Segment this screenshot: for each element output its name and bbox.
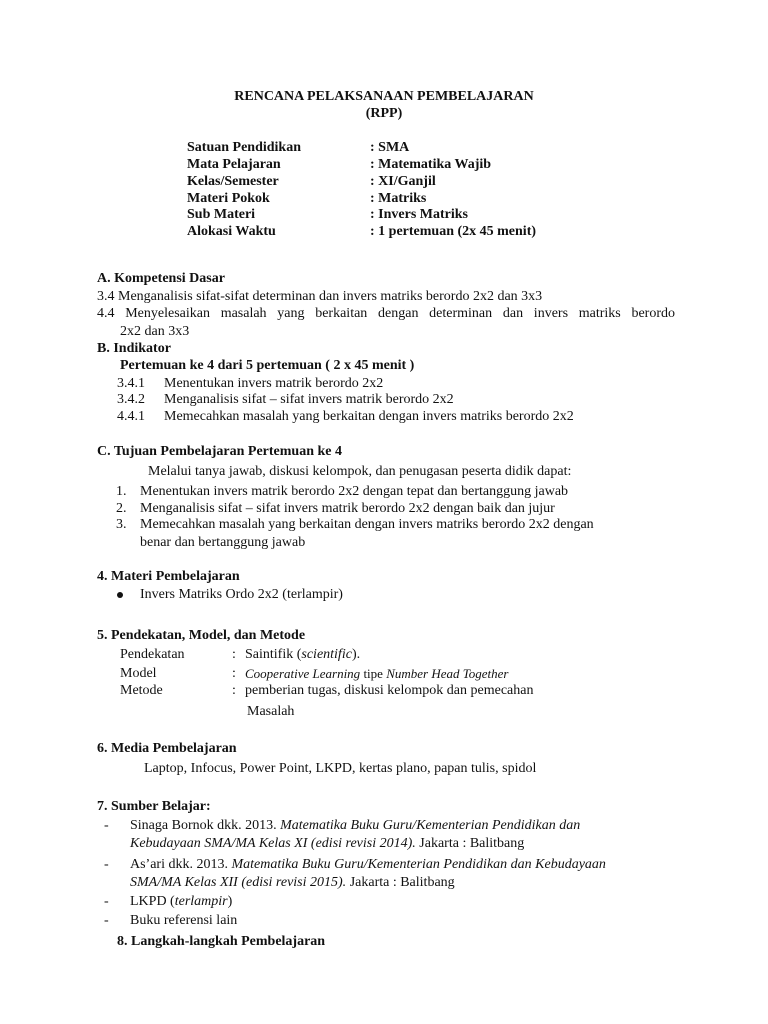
source-item: Buku referensi lain <box>130 913 238 928</box>
source-title: Matematika Buku Guru/Kementerian Pendidikan dan <box>280 818 581 833</box>
metode-label: Metode <box>120 683 163 698</box>
section-a-heading: A. Kompetensi Dasar <box>97 271 225 286</box>
source-title: Kebudayaan SMA/MA Kelas XI (edisi revisi 2014). <box>130 836 416 851</box>
goal-number: 1. <box>116 484 127 499</box>
kd-item: 3.4 Menganalisis sifat-sifat determinan dan invers matriks berordo 2x2 dan 3x3 <box>97 289 543 304</box>
model-colon: : <box>232 666 236 681</box>
bullet-icon <box>117 586 123 603</box>
goal-text-cont: benar dan bertanggung jawab <box>140 535 306 550</box>
source-item-cont <box>130 835 524 852</box>
section-8-heading: 8. Langkah-langkah Pembelajaran <box>117 934 326 949</box>
pendekatan-italic: scientific <box>301 647 352 662</box>
document-subtitle: (RPP) <box>365 106 403 121</box>
identity-label: Kelas/Semester <box>187 174 279 189</box>
section-b-subheading: Pertemuan ke 4 dari 5 pertemuan ( 2 x 45 menit ) <box>120 358 415 373</box>
dash-marker: - <box>104 857 109 872</box>
section-4-heading: 4. Materi Pembelajaran <box>97 569 240 584</box>
kd-item: 4.4 Menyelesaikan masalah yang berkaitan dengan determinan dan invers matriks berordo <box>97 306 675 321</box>
indicator-text: Menganalisis sifat – sifat invers matrik berordo 2x2 <box>164 392 454 407</box>
source-text: As’ari dkk. 2013. <box>130 857 232 872</box>
pendekatan-value <box>245 646 360 663</box>
identity-value: : Matematika Wajib <box>370 157 492 172</box>
metode-value: pemberian tugas, diskusi kelompok dan pemecahan <box>245 683 534 698</box>
goal-number: 3. <box>116 517 127 532</box>
dash-marker: - <box>104 818 109 833</box>
source-text: LKPD ( <box>130 894 175 909</box>
dash-marker: - <box>104 894 109 909</box>
identity-value: : Matriks <box>370 191 427 206</box>
identity-value: : Invers Matriks <box>370 207 468 222</box>
identity-value: : SMA <box>370 140 410 155</box>
model-italic-2: Number Head Together <box>386 666 509 681</box>
section-b-heading: B. Indikator <box>97 341 171 356</box>
identity-label: Materi Pokok <box>187 191 270 206</box>
model-label: Model <box>120 666 157 681</box>
materi-item: Invers Matriks Ordo 2x2 (terlampir) <box>140 587 343 602</box>
goal-text: Menentukan invers matrik berordo 2x2 dengan tepat dan bertanggung jawab <box>140 484 569 499</box>
indicator-number: 4.4.1 <box>117 409 145 424</box>
identity-value: : 1 pertemuan (2x 45 menit) <box>370 224 537 239</box>
pendekatan-pre: Saintifik ( <box>245 647 302 662</box>
identity-label: Satuan Pendidikan <box>187 140 301 155</box>
section-6-heading: 6. Media Pembelajaran <box>97 741 237 756</box>
source-title: SMA/MA Kelas XII (edisi revisi 2015). <box>130 875 347 890</box>
pendekatan-colon: : <box>232 647 236 662</box>
identity-value: : XI/Ganjil <box>370 174 436 189</box>
source-text: Sinaga Bornok dkk. 2013. <box>130 818 281 833</box>
model-value <box>245 665 508 682</box>
metode-colon: : <box>232 683 236 698</box>
document-title: RENCANA PELAKSANAAN PEMBELAJARAN <box>234 89 534 104</box>
identity-label: Mata Pelajaran <box>187 157 281 172</box>
identity-label: Sub Materi <box>187 207 256 222</box>
metode-value-cont: Masalah <box>247 704 295 719</box>
goal-text: Menganalisis sifat – sifat invers matrik berordo 2x2 dengan baik dan jujur <box>140 501 555 516</box>
source-item <box>130 893 232 910</box>
source-text: ) <box>227 894 233 909</box>
source-text: Jakarta : Balitbang <box>415 836 525 851</box>
media-list: Laptop, Infocus, Power Point, LKPD, kertas plano, papan tulis, spidol <box>144 761 537 776</box>
source-text: Jakarta : Balitbang <box>346 875 455 890</box>
section-5-heading: 5. Pendekatan, Model, dan Metode <box>97 628 306 643</box>
goal-number: 2. <box>116 501 127 516</box>
source-title: Matematika Buku Guru/Kementerian Pendidikan dan Kebudayaan <box>231 857 606 872</box>
source-item <box>130 856 606 873</box>
indicator-number: 3.4.2 <box>117 392 145 407</box>
section-c-heading: C. Tujuan Pembelajaran Pertemuan ke 4 <box>97 444 342 459</box>
pendekatan-post: ). <box>351 647 361 662</box>
model-italic-1: Cooperative Learning <box>245 666 361 681</box>
indicator-number: 3.4.1 <box>117 376 145 391</box>
indicator-text: Memecahkan masalah yang berkaitan dengan invers matriks berordo 2x2 <box>164 409 574 424</box>
identity-label: Alokasi Waktu <box>187 224 276 239</box>
model-mid: tipe <box>360 666 387 681</box>
pendekatan-label: Pendekatan <box>120 647 185 662</box>
source-item-cont <box>130 874 455 891</box>
section-c-intro: Melalui tanya jawab, diskusi kelompok, dan penugasan peserta didik dapat: <box>148 464 572 479</box>
goal-text: Memecahkan masalah yang berkaitan dengan invers matriks berordo 2x2 dengan <box>140 517 594 532</box>
kd-item-cont: 2x2 dan 3x3 <box>120 324 190 339</box>
section-7-heading: 7. Sumber Belajar: <box>97 799 211 814</box>
indicator-text: Menentukan invers matrik berordo 2x2 <box>164 376 384 391</box>
dash-marker: - <box>104 913 109 928</box>
source-item <box>130 817 580 834</box>
source-title: terlampir <box>174 894 228 909</box>
